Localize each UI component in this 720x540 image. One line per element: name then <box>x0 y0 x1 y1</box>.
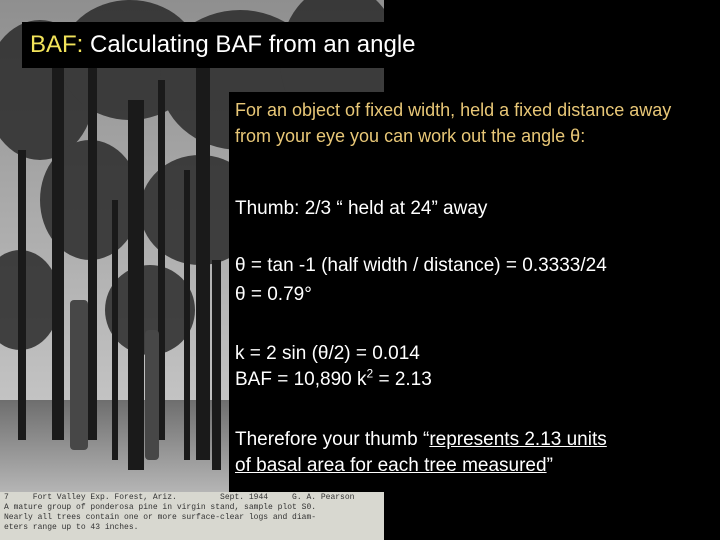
thumb-line: Thumb: 2/3 “ held at 24” away <box>235 198 488 219</box>
caption-line: A mature group of ponderosa pine in virgin stand, sample plot S0. <box>4 503 317 512</box>
theta-value: θ = 0.79° <box>235 284 312 305</box>
baf-text: BAF = 10,890 k <box>235 369 367 390</box>
photo-caption <box>0 492 384 540</box>
title-prefix: BAF: <box>30 31 84 58</box>
caption-line: 7 Fort Valley Exp. Forest, Ariz. Sept. 1944 G. A. Pearson <box>4 493 355 502</box>
conclusion-underlined: of basal area for each tree measured <box>235 455 547 476</box>
slide-title <box>30 31 416 59</box>
conclusion-line-2 <box>235 453 553 479</box>
conclusion-quote: ” <box>546 455 553 476</box>
baf-equation <box>235 367 432 393</box>
k-equation: k = 2 sin (θ/2) = 0.014 <box>235 343 420 364</box>
intro-text: For an object of fixed width, held a fixed distance away from your eye you can work out the angle θ: <box>235 100 672 146</box>
baf-result: = 2.13 <box>373 369 432 390</box>
theta-equation: θ = tan -1 (half width / distance) = 0.3333/24 <box>235 255 607 276</box>
caption-line: Nearly all trees contain one or more surface-clear logs and diam- <box>4 513 317 522</box>
conclusion-line-1 <box>235 427 607 453</box>
conclusion-underlined: represents 2.13 units <box>429 429 607 450</box>
title-text: Calculating BAF from an angle <box>83 31 416 58</box>
baf-exponent: 2 <box>366 366 374 381</box>
conclusion-text: Therefore your thumb “ <box>235 429 430 450</box>
caption-line: eters range up to 43 inches. <box>4 523 139 532</box>
